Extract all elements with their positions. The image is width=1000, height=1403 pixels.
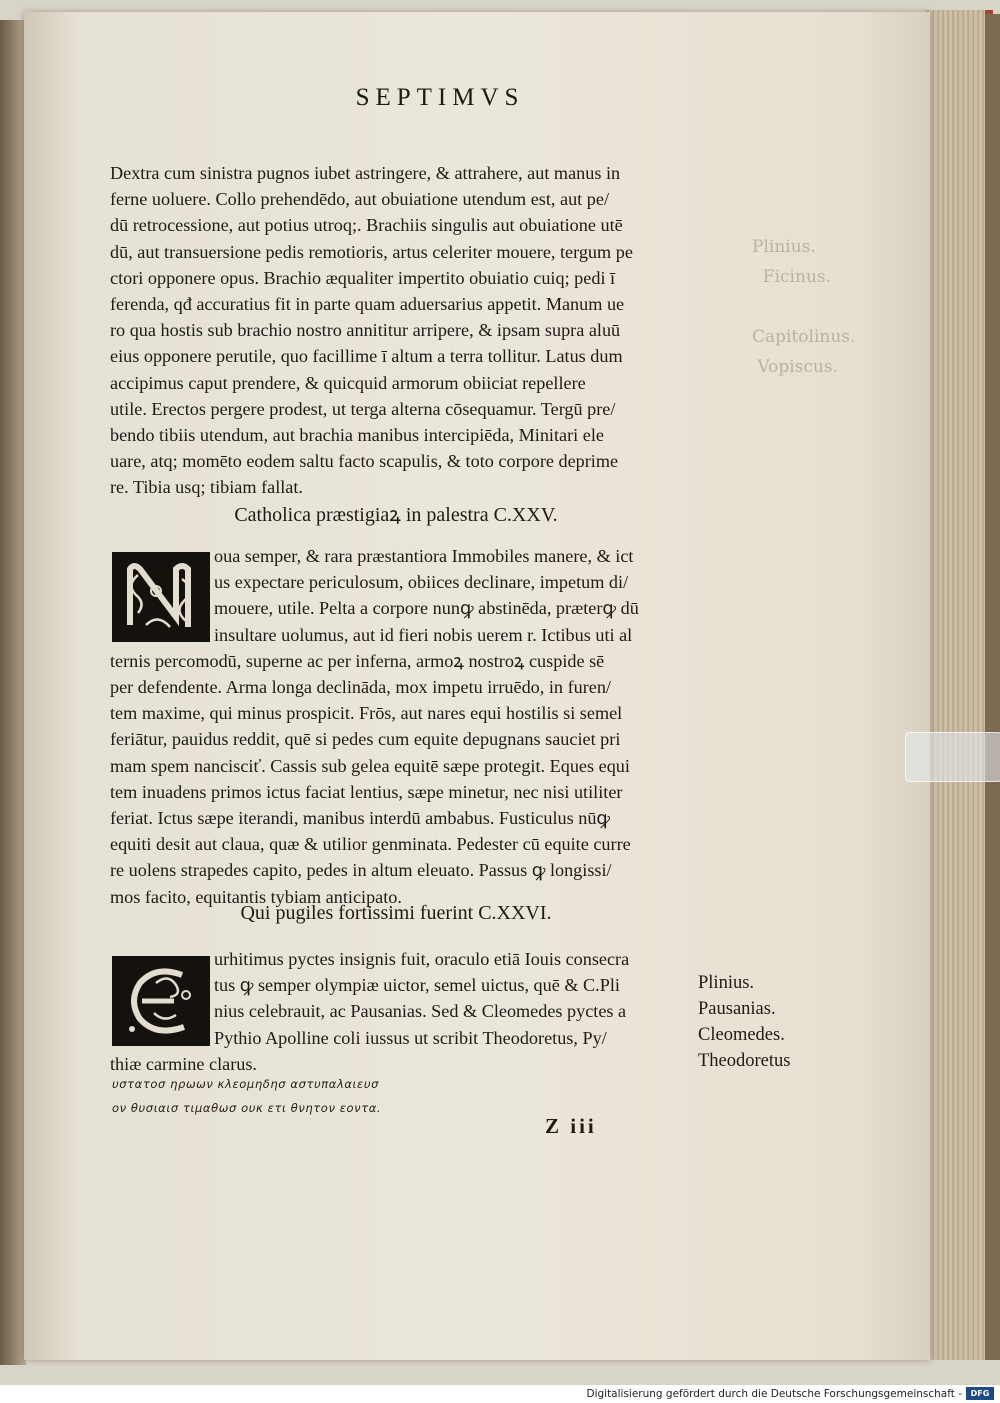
- paragraph-3: [110, 946, 682, 1077]
- text-line: ro qua hostis sub brachio nostro annititur arripere, & ipsam supra aluū: [110, 320, 621, 341]
- signature-mark: Z iii: [545, 1114, 597, 1138]
- text-line: tus ꝙ semper olympiæ uictor, semel uictus, quē & C.Pli: [214, 975, 620, 996]
- text-line: per defendente. Arma longa declināda, mox impetu irruēdo, in furen/: [110, 677, 611, 698]
- text-line: Dextra cum sinistra pugnos iubet astringere, & attrahere, aut manus in: [110, 163, 621, 183]
- running-head: SEPTIMVS: [355, 84, 525, 111]
- text-line: ctori opponere opus. Brachio æqualiter impertito obuiatio cuiq; pedi ī: [110, 267, 616, 288]
- greek-verse-line: υστατοσ ηρωων κλεομηδησ αστυπαλαιευσ: [112, 1077, 379, 1091]
- text-line: insultare uolumus, aut id fieri nobis uerem r. Ictibus uti al: [214, 624, 633, 645]
- footer-credit: Digitalisierung gefördert durch die Deutsche Forschungsgemeinschaft -: [586, 1388, 962, 1400]
- text-line: bendo tibiis utendum, aut brachia manibus intercipiēda, Minitari ele: [110, 425, 604, 446]
- paragraph-2: [110, 543, 682, 910]
- text-line: eius opponere perutile, quo facillime ī altum a terra tollitur. Latus dum: [110, 346, 623, 367]
- bleed-through-text: Plinius. Ficinus. Capitolinus. Vopiscus.: [752, 237, 856, 377]
- text-line: dū retrocessione, aut potius utroq;. Brachiis singulis aut obuiatione utē: [110, 215, 623, 236]
- greek-verse-line: ον θυσιαισ τιμαθωσ ουκ ετι θνητον εοντα.: [112, 1101, 382, 1115]
- marginal-note: Pausanias.: [698, 999, 776, 1019]
- chapter-heading-25: Catholica præstigiaꝝ in palestra C.XXV.: [234, 504, 558, 526]
- text-line: urhitimus pyctes insignis fuit, oraculo etiā Iouis consecra: [214, 949, 630, 969]
- text-line: equiti desit aut clauа, quæ & utilior genminata. Pedester cū equite curre: [110, 834, 631, 855]
- text-line: ferne uoluere. Collo prehendēdo, aut obuiatione utendum est, aut pe/: [110, 189, 609, 210]
- page-clip: [905, 732, 1000, 782]
- text-line: ferenda, qđ accuratius fit in parte quam aduersarius appetit. Manum ue: [110, 294, 625, 315]
- text-line: mam spem nancisciť. Cassis sub gelea equitē sæpe protegit. Eques equi: [110, 755, 630, 776]
- text-line: tem maxime, qui minus prospicit. Frōs, aut nares equi hostilis si semel: [110, 703, 623, 724]
- chapter-heading-26: Qui pugiles fortissimi fuerint C.XXVI.: [240, 902, 552, 924]
- text-line: us expectare periculosum, obiices declinare, impetum di/: [214, 572, 629, 593]
- text-line: uare, atq; momēto eodem saltu facto scapulis, & toto corpore deprime: [110, 451, 619, 472]
- text-line: utile. Erectos pergere prodest, ut terga alterna cōsequamur. Tergū pre/: [110, 398, 616, 419]
- text-line: Pythio Apolline coli iussus ut scribit Theodoretus, Py/: [214, 1027, 607, 1048]
- text-line: feriat. Ictus sæpe iterandi, manibus interdū ambabus. Fusticulus nūꝙ: [110, 808, 611, 829]
- text-line: tem inuadens primos ictus faciat lentius, sæpe minetur, nec nisi utiliter: [110, 781, 623, 802]
- text-line: nius celebrauit, ac Pausanias. Sed & Cleomedes pyctes a: [214, 1001, 627, 1022]
- paragraph-1: [110, 160, 682, 501]
- text-line: ternis percomodū, superne ac per inferna, armoꝝ nostroꝝ cuspide sē: [110, 650, 605, 671]
- marginal-notes: [698, 970, 790, 1074]
- text-line: accipimus caput prendere, & quicquid armorum obiiciat repellere: [110, 372, 586, 393]
- book-cover-edge: [985, 14, 1000, 1360]
- text-line: mouere, utile. Pelta a corpore nunꝙ abstinēda, præterꝙ dū: [214, 598, 639, 619]
- marginal-note: Plinius.: [698, 973, 755, 993]
- marginal-note: Theodoretus: [698, 1051, 791, 1071]
- page-stack-edge: [925, 10, 993, 1360]
- text-line: oua semper, & rara præstantiora Immobiles manere, & ict: [214, 546, 634, 566]
- text-line: dū, aut transuersione pedis remotioris, artus celeriter mouere, tergum pe: [110, 241, 633, 262]
- book-gutter: [0, 20, 26, 1365]
- text-line: re. Tibia usq; tibiam fallat.: [110, 477, 303, 498]
- text-line: feriātur, pauidus reddit, quē si pedes cum equite depugnans sauciet pri: [110, 729, 621, 750]
- text-line: re uolens strapedes capito, pedes in altum eleuato. Passus ꝙ longissi/: [110, 860, 612, 881]
- text-line: thiæ carmine clarus.: [110, 1053, 257, 1074]
- marginal-note: Cleomedes.: [698, 1025, 785, 1045]
- text-line: mos facito, equitantis tybiam anticipato.: [110, 886, 402, 907]
- dfg-logo: DFG: [966, 1387, 994, 1400]
